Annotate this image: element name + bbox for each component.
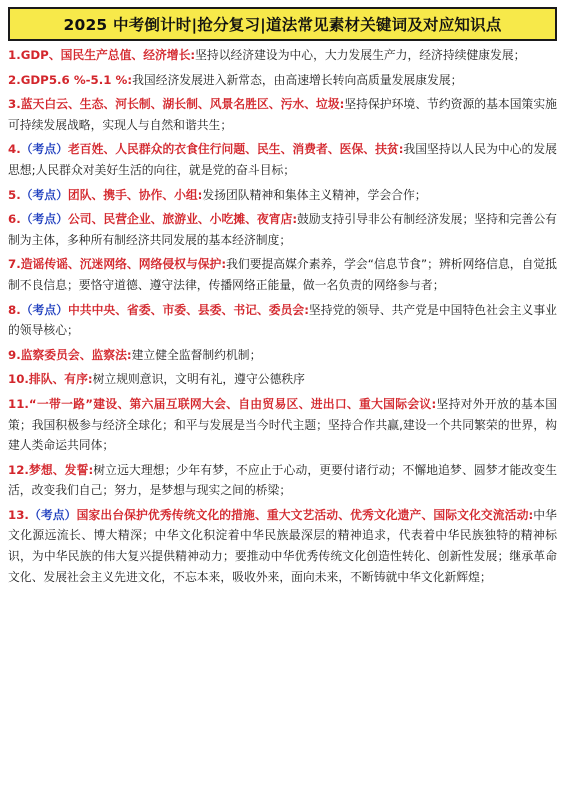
item-number: 10. [8, 372, 29, 387]
item-text: 坚持以经济建设为中心，大力发展生产力，经济持续健康发展； [195, 48, 526, 62]
list-item [8, 139, 557, 180]
item-keywords: 监察委员会、监察法: [20, 347, 132, 362]
list-item [8, 209, 557, 250]
item-tag: （考点） [20, 302, 68, 317]
list-item [8, 345, 557, 366]
item-number: 11. [8, 396, 29, 411]
item-keywords: 梦想、发誓: [28, 462, 94, 477]
item-text: 发扬团队精神和集体主义精神，学会合作； [202, 187, 427, 202]
item-number: 4. [8, 142, 21, 157]
item-keywords: 国家出台保护优秀传统文化的措施、重大文艺活动、优秀文化遗产、国际文化交流活动: [76, 507, 534, 522]
item-number: 1. [8, 48, 21, 62]
item-number: 7. [8, 257, 21, 272]
item-number: 6. [8, 212, 21, 227]
list-item [8, 94, 557, 135]
item-number: 2. [8, 72, 21, 87]
item-tag: （考点） [20, 187, 68, 202]
item-keywords: GDP、国民生产总值、经济增长: [20, 48, 196, 62]
item-keywords: 公司、民营企业、旅游业、小吃摊、夜宵店: [67, 212, 298, 227]
item-keywords: 老百姓、人民群众的衣食住行问题、民生、消费者、医保、扶贫: [67, 142, 404, 157]
list-item [8, 185, 557, 206]
item-keywords: GDP5.6 %-5.1 %: [20, 72, 133, 87]
list-item [8, 300, 557, 341]
item-keywords: 中共中央、省委、市委、县委、书记、委员会: [67, 302, 309, 317]
item-number: 9. [8, 347, 21, 362]
page-title: 2025 中考倒计时|抢分复习|道法常见素材关键词及对应知识点 [63, 16, 502, 34]
item-tag: （考点） [28, 507, 77, 522]
item-keywords: 蓝天白云、生态、河长制、湖长制、风景名胜区、污水、垃圾: [20, 97, 345, 112]
item-number: 13. [8, 507, 29, 522]
item-text: 我国坚持以人民为中心的发展思想;人民群众对美好生活的向往，就是党的奋斗目标； [8, 142, 557, 177]
item-number: 8. [8, 302, 21, 317]
item-tag: （考点） [20, 142, 68, 157]
list-item [8, 369, 557, 390]
item-number: 3. [8, 97, 21, 112]
item-text: 我们要提高媒介素养，学会“信息节食”；辨析网络信息，自觉抵制不良信息；要恪守道德、遵守法律，传播网络正能量，做一名负责的网络参与者； [8, 257, 557, 292]
item-text: 坚持党的领导、共产党是中国特色社会主义事业的领导核心； [8, 302, 557, 338]
item-number: 5. [8, 187, 21, 202]
item-text: 我国经济发展进入新常态，由高速增长转向高质量发展康发展； [132, 72, 463, 87]
item-keywords: 团队、携手、协作、小组: [67, 187, 203, 202]
item-text: 中华文化源远流长、博大精深；中华文化积淀着中华民族最深层的精神追求，代表着中华民族独特的精神标识，为中华民族的伟大复兴提供精神动力；要推动中华优秀传统文化创造性转化、创新性发展；继承革命文化、发展社会主义先进文化，不忘本来，吸收外来，面向未来，不断铸就中华文化新辉煌； [8, 507, 557, 584]
list-item [8, 394, 557, 456]
list-item [8, 70, 557, 91]
document-page [0, 7, 565, 807]
item-keywords: 排队、有序: [28, 372, 93, 387]
item-number: 12. [8, 462, 29, 477]
item-text: 建立健全监督制约机制； [131, 347, 262, 362]
item-keywords: “一带一路”建设、第六届互联网大会、自由贸易区、进出口、重大国际会议: [28, 396, 437, 411]
item-text: 坚持对外开放的基本国策；我国积极参与经济全球化；和平与发展是当今时代主题；坚持合作共赢,建设一个共同繁荣的世界，构建人类命运共同体； [8, 396, 557, 453]
item-text: 鼓励支持引导非公有制经济发展；坚持和完善公有制为主体，多种所有制经济共同发展的基本经济制度； [8, 212, 557, 247]
title-banner [8, 7, 557, 41]
list-item [8, 45, 557, 66]
item-tag: （考点） [20, 212, 68, 227]
item-keywords: 造谣传谣、沉迷网络、网络侵权与保护: [20, 257, 227, 272]
item-text: 树立规则意识，文明有礼，遵守公德秩序 [92, 372, 305, 387]
knowledge-list [0, 41, 565, 587]
list-item [8, 505, 557, 587]
list-item [8, 254, 557, 295]
item-text: 树立远大理想；少年有梦，不应止于心动，更要付诸行动；不懈地追梦、圆梦才能改变生活，改变我们自己；努力，是梦想与现实之间的桥梁； [8, 462, 557, 498]
list-item [8, 460, 557, 501]
item-text: 坚持保护环境、节约资源的基本国策实施可持续发展战略，实现人与自然和谐共生； [8, 97, 557, 132]
